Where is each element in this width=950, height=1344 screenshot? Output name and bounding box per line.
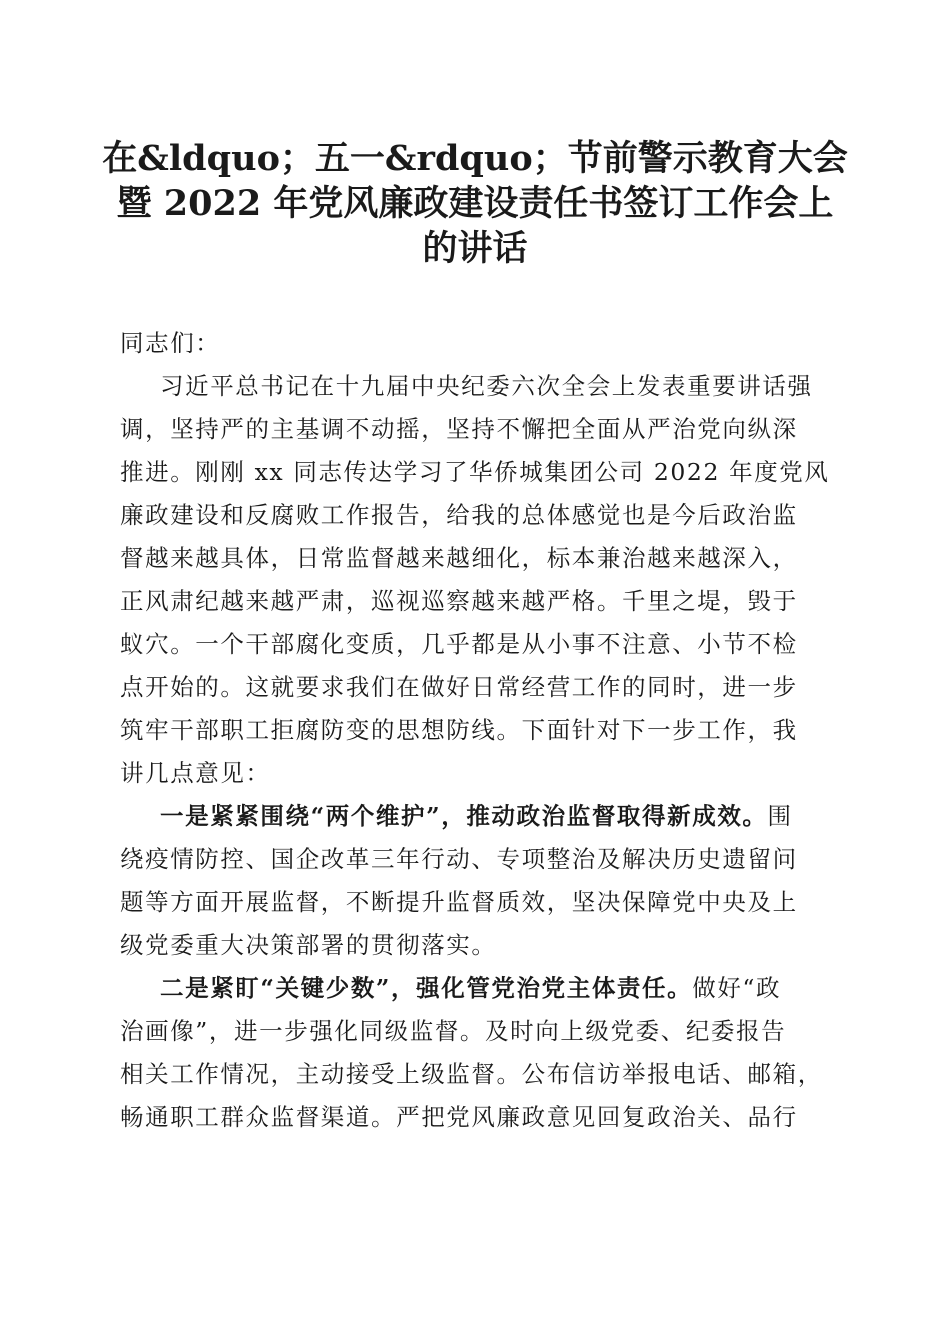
paragraph-first-line [120, 795, 832, 838]
paragraph-line: 畅通职工群众监督渠道。严把党风廉政意见回复政治关、品行 [120, 1103, 798, 1131]
paragraph-line: 筑牢干部职工拒腐防变的思想防线。下面针对下一步工作，我 [120, 716, 798, 744]
title-line-3: 的讲话 [422, 228, 528, 269]
paragraph-line: 级党委重大决策部署的贯彻落实。 [120, 931, 497, 959]
paragraph-lead: 一是紧紧围绕“两个维护”，推动政治监督取得新成效。 [160, 802, 768, 830]
paragraph-3 [120, 967, 832, 1139]
paragraph-line: 题等方面开展监督，不断提升监督质效，坚决保障党中央及上 [120, 888, 798, 916]
paragraph-line: 推进。刚刚 xx 同志传达学习了华侨城集团公司 2022 年度党风 [120, 458, 830, 486]
paragraph-line: 正风肃纪越来越严肃，巡视巡察越来越严格。千里之堤，毁于 [120, 587, 798, 615]
title-line-2: 暨 2022 年党风廉政建设责任书签订工作会上 [116, 183, 834, 224]
paragraph-first-rest: 做好“政 [692, 974, 782, 1002]
salutation: 同志们： [120, 329, 221, 357]
paragraph-line: 讲几点意见： [120, 759, 271, 787]
title-line-1: 在&ldquo；五一&rdquo；节前警示教育大会 [102, 138, 848, 179]
paragraph-first-line [120, 967, 832, 1010]
paragraph-line: 治画像”，进一步强化同级监督。及时向上级党委、纪委报告 [120, 1017, 787, 1045]
paragraph-line: 廉政建设和反腐败工作报告，给我的总体感觉也是今后政治监 [120, 501, 798, 529]
paragraph-line: 督越来越具体，日常监督越来越细化，标本兼治越来越深入， [120, 544, 798, 572]
paragraph-1 [120, 365, 832, 795]
paragraph-2 [120, 795, 832, 967]
paragraph-first-rest: 围 [767, 802, 793, 830]
paragraph-line: 调，坚持严的主基调不动摇，坚持不懈把全面从严治党向纵深 [120, 415, 798, 443]
document-body [120, 322, 832, 1139]
paragraph-line: 蚁穴。一个干部腐化变质，几乎都是从小事不注意、小节不检 [120, 630, 798, 658]
paragraph-line: 点开始的。这就要求我们在做好日常经营工作的同时，进一步 [120, 673, 798, 701]
page-title [100, 136, 850, 271]
paragraph-line: 习近平总书记在十九届中央纪委六次全会上发表重要讲话强 [160, 372, 813, 400]
paragraph-lead: 二是紧盯“关键少数”，强化管党治党主体责任。 [160, 974, 693, 1002]
paragraph-line: 相关工作情况，主动接受上级监督。公布信访举报电话、邮箱， [120, 1060, 823, 1088]
paragraph-line: 绕疫情防控、国企改革三年行动、专项整治及解决历史遗留问 [120, 845, 798, 873]
